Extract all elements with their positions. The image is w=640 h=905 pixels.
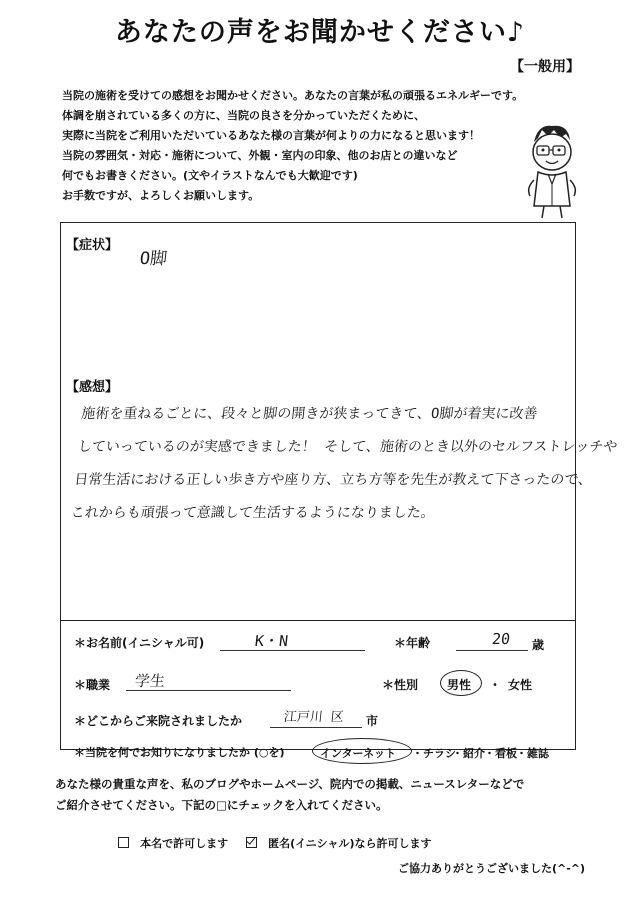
symptom-answer[interactable]: O脚 xyxy=(138,249,169,269)
checkbox-real-name[interactable] xyxy=(118,837,129,848)
impression-label: 【感想】 xyxy=(66,380,119,395)
intro-line: お手数ですが、よろしくお願いします。 xyxy=(62,189,260,202)
name-label: ＊お名前(イニシャル可) xyxy=(74,636,205,650)
symptom-label: 【症状】 xyxy=(66,238,119,253)
source-option-signboard[interactable]: ・看板 xyxy=(484,747,517,760)
permit-real-name-label: 本名で許可します xyxy=(140,837,229,850)
from-unit: 市 xyxy=(366,714,379,728)
section-divider xyxy=(60,620,576,621)
checkbox-anonymous-checked[interactable] xyxy=(246,837,257,848)
from-label: ＊どこからご来院されましたか xyxy=(74,714,243,728)
intro-line: 当院の施術を受けての感想をお聞かせください。あなたの言葉が私の頑張るエネルギーです。 xyxy=(62,89,524,102)
impression-line: これからも頑張って意識して生活するようになりました。 xyxy=(70,505,436,521)
name-value[interactable]: K・N xyxy=(254,632,289,650)
from-value[interactable]: 江戸川 区 xyxy=(283,710,345,725)
gender-option-male[interactable]: 男性 xyxy=(447,678,472,692)
impression-line: していっているのが実感できました！ そして、施術のとき以外のセルフストレッチや xyxy=(76,439,619,455)
source-option-internet[interactable]: インターネット xyxy=(320,747,397,760)
footer-line-2: ご紹介させてください。下記の□にチェックを入れてください。 xyxy=(55,798,388,812)
from-underline xyxy=(270,727,362,728)
name-underline xyxy=(220,650,365,651)
age-value[interactable]: 20 xyxy=(491,630,512,648)
job-value[interactable]: 学生 xyxy=(134,672,166,690)
intro-line: 実際に当院をご利用いただいているあなた様の言葉が何よりの力になると思います！ xyxy=(62,129,480,142)
source-label: ＊当院を何でお知りになりましたか (○を) xyxy=(74,746,285,759)
intro-line: 何でもお書きください。(文やイラストなんでも大歓迎です) xyxy=(62,169,358,182)
permit-anonymous-option[interactable] xyxy=(246,832,432,851)
job-label: ＊職業 xyxy=(74,678,111,692)
age-underline xyxy=(456,650,528,651)
gender-option-female[interactable]: 女性 xyxy=(508,678,533,692)
source-option-magazine[interactable]: ・雑誌 xyxy=(516,747,549,760)
permit-real-name-option[interactable] xyxy=(118,832,228,851)
gender-label: ＊性別 xyxy=(382,678,419,692)
job-underline xyxy=(126,690,291,691)
source-option-flyer[interactable]: ・チラシ xyxy=(412,747,456,760)
age-label: ＊年齢 xyxy=(394,636,431,650)
thanks-text: ご協力ありがとうございました(^-^) xyxy=(398,862,586,875)
intro-text xyxy=(62,86,522,206)
permit-anonymous-label: 匿名(イニシャル)なら許可します xyxy=(268,837,432,850)
page-title: あなたの声をお聞かせください♪ xyxy=(114,17,526,48)
impression-line: 日常生活における正しい歩き方や座り方、立ち方等を先生が教えて下さったので、 xyxy=(73,472,593,488)
intro-line: 当院の雰囲気・対応・施術について、外観・室内の印象、他のお店との違いなど xyxy=(62,149,458,162)
form-type-tag: 【一般用】 xyxy=(510,59,580,75)
intro-line: 体調を崩されている多くの方に、当院の良さを分かっていただくために、 xyxy=(62,109,425,122)
impression-line: 施術を重ねるごとに、段々と脚の開きが狭まってきて、O脚が着実に改善 xyxy=(80,406,539,422)
doctor-mascot-illustration xyxy=(520,120,582,220)
age-unit: 歳 xyxy=(532,638,545,652)
gender-separator: ・ xyxy=(489,678,502,692)
source-option-referral[interactable]: ・紹介 xyxy=(452,747,485,760)
impression-answer[interactable] xyxy=(69,398,619,530)
footer-line-1: あなた様の貴重な声を、私のブログやホームページ、院内での掲載、ニュースレターなどで xyxy=(55,777,525,791)
